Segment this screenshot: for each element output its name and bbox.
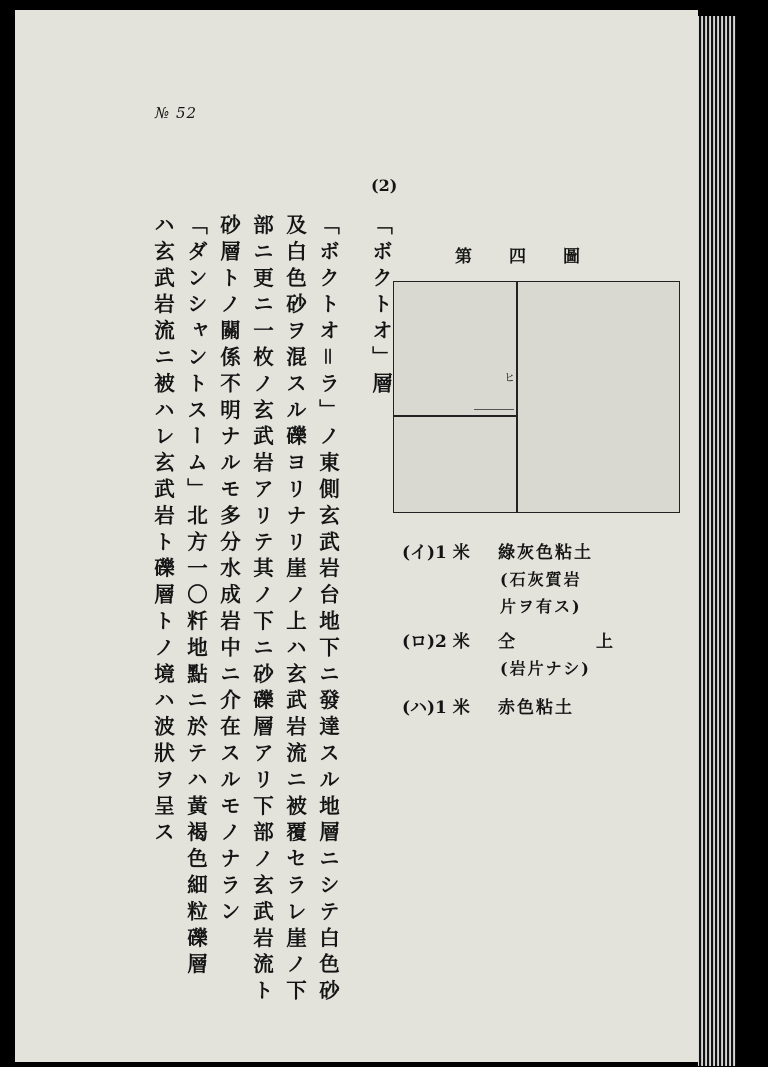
legend-thickness-i: 1 米 — [435, 543, 470, 563]
section-number: (2) — [371, 176, 398, 195]
figure-title-char-2: 四 — [509, 247, 526, 267]
text-line-5: 「ダンシャントスーム」北方一〇粁地點ニ於テハ黃褐色細粒礫層 — [183, 214, 208, 980]
figure-contact-mark — [474, 409, 514, 410]
legend-thickness-ha: 1 米 — [435, 698, 470, 718]
stratigraphic-figure — [393, 281, 680, 513]
figure-marker: ヒ — [504, 371, 515, 384]
legend-desc-ha: 赤色粘土 — [498, 698, 574, 718]
page-number: № 52 — [155, 104, 198, 122]
legend-thickness-ro: 2 米 — [435, 632, 470, 652]
book-page — [15, 10, 698, 1062]
legend-desc-ro-2: 上 — [596, 632, 613, 652]
legend-mark-ha: (ハ) — [402, 698, 436, 718]
figure-horizontal-divider — [394, 415, 518, 417]
legend-note-ro: (岩片ナシ) — [500, 659, 591, 678]
figure-vertical-divider — [516, 282, 518, 512]
legend-mark-i: (イ) — [402, 543, 436, 563]
text-line-1: 「ボクトオ＝ラ」ノ東側玄武岩台地下ニ發達スル地層ニシテ白色砂 — [315, 214, 340, 1006]
legend-desc-i: 綠灰色粘土 — [498, 543, 593, 563]
text-line-3: 部ニ更ニ一枚ノ玄武岩アリテ其ノ下ニ砂礫層アリ下部ノ玄武岩流ト — [249, 214, 274, 1006]
text-line-6: ハ玄武岩流ニ被ハレ玄武岩ト礫層トノ境ハ波狀ヲ呈ス — [150, 214, 175, 848]
text-line-4: 砂層トノ關係不明ナルモ多分水成岩中ニ介在スルモノナラン — [216, 214, 241, 927]
figure-title-char-3: 圖 — [563, 247, 580, 267]
legend-note-i-1: (石灰質岩 — [500, 570, 582, 589]
text-line-2: 及白色砂ヲ混スル礫ヨリナリ崖ノ上ハ玄武岩流ニ被覆セラレ崖ノ下 — [282, 214, 307, 1006]
figure-title-char-1: 第 — [455, 247, 472, 267]
legend-desc-ro: 仝 — [498, 632, 515, 652]
legend-mark-ro: (ロ) — [402, 632, 436, 652]
legend-note-i-2: 片ヲ有ス) — [500, 597, 582, 616]
page-edges — [698, 16, 736, 1066]
section-title: 「ボクトオ」層 — [368, 214, 393, 399]
